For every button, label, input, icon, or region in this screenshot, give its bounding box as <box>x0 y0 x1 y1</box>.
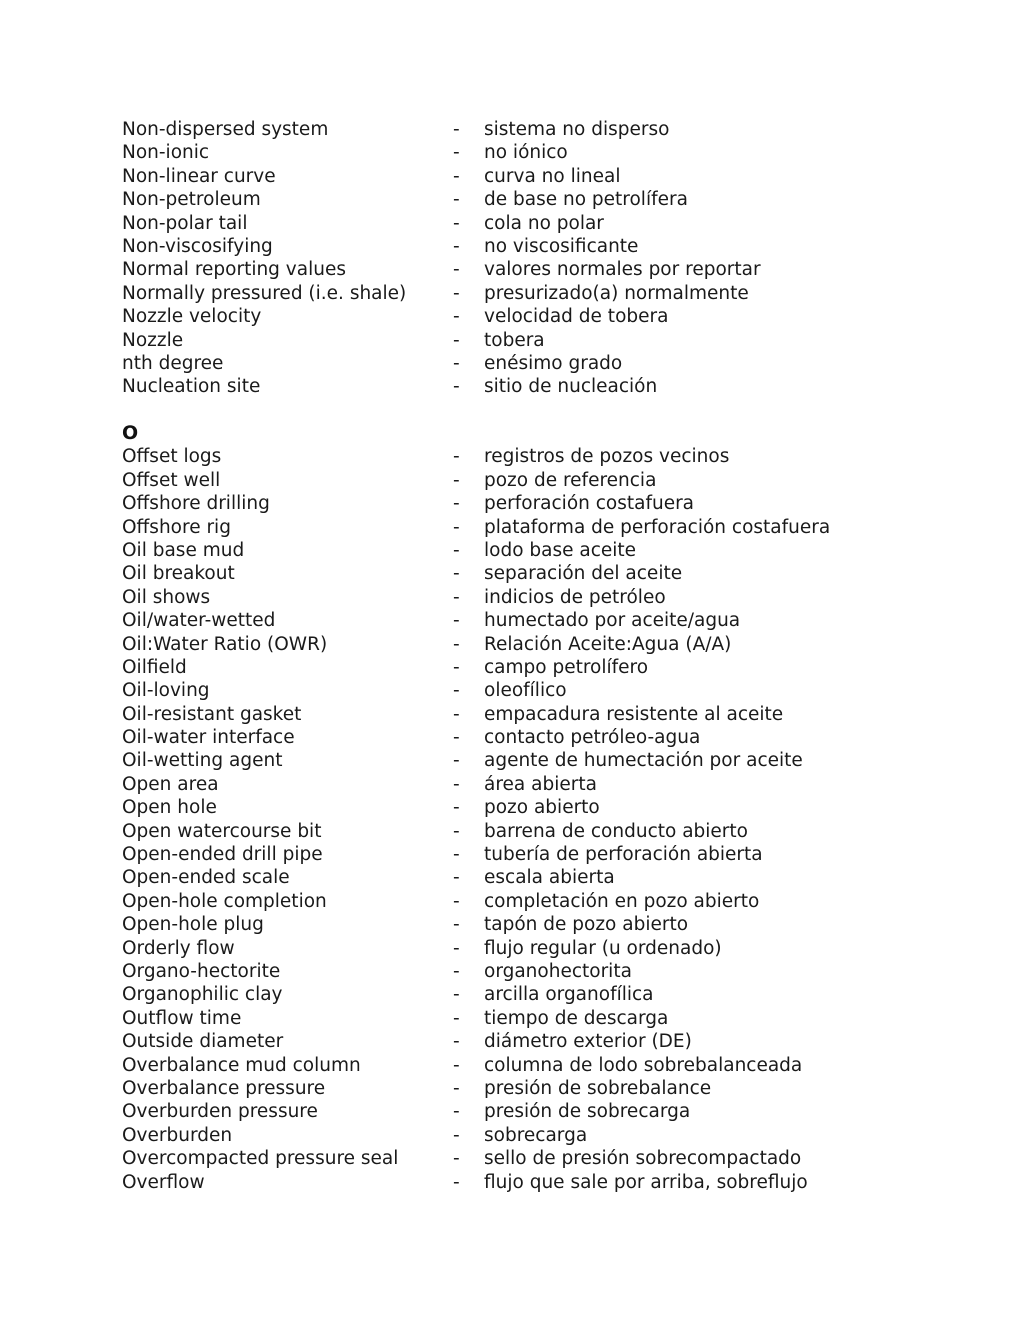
glossary-entry <box>122 212 922 235</box>
entry-translation: presurizado(a) normalmente <box>484 282 749 304</box>
entry-translation: oleofílico <box>484 680 567 702</box>
entry-separator: - <box>453 352 460 374</box>
entry-translation: pozo de referencia <box>484 469 657 491</box>
entry-translation: completación en pozo abierto <box>484 890 760 912</box>
entry-translation: sitio de nucleación <box>484 376 658 398</box>
glossary-entry <box>122 1147 922 1170</box>
entry-translation: sello de presión sobrecompactado <box>484 1148 802 1170</box>
entry-separator: - <box>453 727 460 749</box>
entry-separator: - <box>453 1031 460 1053</box>
glossary-entry <box>122 235 922 258</box>
entry-term: Oil-resistant gasket <box>122 703 302 725</box>
glossary-entry <box>122 726 922 749</box>
entry-translation: enésimo grado <box>484 352 623 374</box>
glossary-entry <box>122 352 922 375</box>
entry-separator: - <box>453 1101 460 1123</box>
entry-separator: - <box>453 282 460 304</box>
entry-term: Offset logs <box>122 446 222 468</box>
entry-translation: velocidad de tobera <box>484 306 669 328</box>
glossary-entry <box>122 469 922 492</box>
glossary-entry <box>122 1030 922 1053</box>
glossary-entry <box>122 586 922 609</box>
glossary-entry <box>122 375 922 398</box>
entry-separator: - <box>453 1171 460 1193</box>
entry-translation: área abierta <box>484 773 597 795</box>
entry-term: Outflow time <box>122 1007 242 1029</box>
entry-separator: - <box>453 1148 460 1170</box>
entry-separator: - <box>453 165 460 187</box>
entry-translation: pozo abierto <box>484 797 600 819</box>
entry-translation: barrena de conducto abierto <box>484 820 748 842</box>
entry-translation: valores normales por reportar <box>484 259 761 281</box>
glossary-entry <box>122 305 922 328</box>
entry-separator: - <box>453 329 460 351</box>
glossary-entry <box>122 1124 922 1147</box>
entry-translation: columna de lodo sobrebalanceada <box>484 1054 803 1076</box>
entry-term: Nozzle <box>122 329 184 351</box>
entry-separator: - <box>453 1007 460 1029</box>
entry-term: Open hole <box>122 797 217 819</box>
entry-term: Non-dispersed system <box>122 119 329 140</box>
entry-term: Oil breakout <box>122 563 235 585</box>
entry-term: Nozzle velocity <box>122 306 262 328</box>
entry-translation: curva no lineal <box>484 165 621 187</box>
entry-separator: - <box>453 563 460 585</box>
glossary-entry <box>122 749 922 772</box>
glossary-entry <box>122 983 922 1006</box>
entry-separator: - <box>453 1054 460 1076</box>
entry-term: Overcompacted pressure seal <box>122 1148 399 1170</box>
entry-term: Normal reporting values <box>122 259 346 281</box>
glossary-entry <box>122 1007 922 1030</box>
glossary-entry <box>122 1077 922 1100</box>
entry-term: Open watercourse bit <box>122 820 322 842</box>
entry-term: Oil:Water Ratio (OWR) <box>122 633 328 655</box>
entry-separator: - <box>453 376 460 398</box>
entry-translation: organohectorita <box>484 960 632 982</box>
entry-separator: - <box>453 680 460 702</box>
entry-separator: - <box>453 516 460 538</box>
entry-separator: - <box>453 914 460 936</box>
glossary-entry <box>122 1100 922 1123</box>
entry-separator: - <box>453 773 460 795</box>
glossary-entry <box>122 866 922 889</box>
entry-separator: - <box>453 1124 460 1146</box>
entry-separator: - <box>453 189 460 211</box>
entry-separator: - <box>453 890 460 912</box>
section-letter-heading: O <box>122 422 139 444</box>
entry-translation: tiempo de descarga <box>484 1007 669 1029</box>
glossary-entry <box>122 141 922 164</box>
glossary-entry <box>122 562 922 585</box>
entry-translation: flujo regular (u ordenado) <box>484 937 722 959</box>
entry-term: Orderly flow <box>122 937 235 959</box>
entry-translation: campo petrolífero <box>484 656 649 678</box>
entry-translation: registros de pozos vecinos <box>484 446 730 468</box>
entry-term: Open-hole completion <box>122 890 327 912</box>
entry-term: Oil/water-wetted <box>122 610 276 632</box>
glossary-entry <box>122 960 922 983</box>
entry-separator: - <box>453 867 460 889</box>
glossary-entry <box>122 188 922 211</box>
entry-translation: flujo que sale por arriba, sobreflujo <box>484 1171 808 1193</box>
glossary-entry <box>122 679 922 702</box>
entry-term: Overbalance pressure <box>122 1077 326 1099</box>
entry-separator: - <box>453 235 460 257</box>
glossary-entry <box>122 165 922 188</box>
glossary-section-n <box>122 118 922 399</box>
entry-term: Offshore drilling <box>122 493 270 515</box>
glossary-entry <box>122 773 922 796</box>
entry-separator: - <box>453 119 460 140</box>
entry-term: Overburden <box>122 1124 233 1146</box>
entry-separator: - <box>453 446 460 468</box>
entry-term: Organo-hectorite <box>122 960 281 982</box>
entry-translation: agente de humectación por aceite <box>484 750 803 772</box>
entry-separator: - <box>453 960 460 982</box>
entry-translation: cola no polar <box>484 212 604 234</box>
entry-separator: - <box>453 633 460 655</box>
entry-translation: indicios de petróleo <box>484 586 666 608</box>
glossary-entry <box>122 656 922 679</box>
entry-translation: tobera <box>484 329 545 351</box>
glossary-entry <box>122 1171 922 1194</box>
entry-translation: tapón de pozo abierto <box>484 914 689 936</box>
entry-translation: no viscosificante <box>484 235 639 257</box>
glossary-entry <box>122 937 922 960</box>
entry-translation: diámetro exterior (DE) <box>484 1031 692 1053</box>
entry-translation: sobrecarga <box>484 1124 588 1146</box>
entry-translation: presión de sobrebalance <box>484 1077 712 1099</box>
entry-term: Open-ended scale <box>122 867 290 889</box>
entry-translation: escala abierta <box>484 867 615 889</box>
glossary-entry <box>122 796 922 819</box>
glossary-entry <box>122 843 922 866</box>
entry-translation: tubería de perforación abierta <box>484 844 763 866</box>
glossary-entry <box>122 703 922 726</box>
entry-term: Oilfield <box>122 656 187 678</box>
entry-separator: - <box>453 797 460 819</box>
entry-term: Open-ended drill pipe <box>122 844 323 866</box>
entry-separator: - <box>453 750 460 772</box>
entry-term: Organophilic clay <box>122 984 283 1006</box>
glossary-entry <box>122 820 922 843</box>
entry-term: Oil-loving <box>122 680 210 702</box>
entry-separator: - <box>453 656 460 678</box>
entry-translation: de base no petrolífera <box>484 189 688 211</box>
entry-term: Oil-wetting agent <box>122 750 283 772</box>
entry-separator: - <box>453 820 460 842</box>
glossary-entry <box>122 516 922 539</box>
entry-separator: - <box>453 1077 460 1099</box>
entry-term: Outside diameter <box>122 1031 284 1053</box>
entry-separator: - <box>453 844 460 866</box>
entry-term: Oil shows <box>122 586 211 608</box>
entry-term: nth degree <box>122 352 224 374</box>
entry-separator: - <box>453 212 460 234</box>
entry-term: Non-ionic <box>122 142 210 164</box>
entry-term: Overbalance mud column <box>122 1054 361 1076</box>
entry-translation: no iónico <box>484 142 568 164</box>
entry-translation: humectado por aceite/agua <box>484 610 741 632</box>
entry-term: Open-hole plug <box>122 914 264 936</box>
entry-term: Non-viscosifying <box>122 235 273 257</box>
entry-separator: - <box>453 469 460 491</box>
entry-separator: - <box>453 586 460 608</box>
entry-translation: empacadura resistente al aceite <box>484 703 784 725</box>
entry-separator: - <box>453 259 460 281</box>
entry-term: Non-polar tail <box>122 212 248 234</box>
entry-translation: Relación Aceite:Agua (A/A) <box>484 633 732 655</box>
entry-term: Overburden pressure <box>122 1101 318 1123</box>
entry-term: Offshore rig <box>122 516 231 538</box>
glossary-entry <box>122 329 922 352</box>
entry-term: Normally pressured (i.e. shale) <box>122 282 407 304</box>
entry-term: Non-petroleum <box>122 189 261 211</box>
glossary-entry <box>122 492 922 515</box>
entry-term: Overflow <box>122 1171 205 1193</box>
entry-separator: - <box>453 306 460 328</box>
glossary-entry <box>122 445 922 468</box>
glossary-entry <box>122 282 922 305</box>
entry-translation: perforación costafuera <box>484 493 695 515</box>
entry-translation: plataforma de perforación costafuera <box>484 516 831 538</box>
entry-translation: contacto petróleo-agua <box>484 727 701 749</box>
entry-term: Oil base mud <box>122 539 245 561</box>
glossary-entry <box>122 913 922 936</box>
entry-separator: - <box>453 493 460 515</box>
entry-term: Open area <box>122 773 219 795</box>
entry-separator: - <box>453 984 460 1006</box>
entry-term: Nucleation site <box>122 376 261 398</box>
entry-term: Oil-water interface <box>122 727 295 749</box>
glossary-entry <box>122 258 922 281</box>
entry-term: Offset well <box>122 469 221 491</box>
glossary-entry <box>122 118 922 141</box>
entry-translation: presión de sobrecarga <box>484 1101 691 1123</box>
entry-translation: sistema no disperso <box>484 119 670 140</box>
glossary-entry <box>122 539 922 562</box>
entry-separator: - <box>453 142 460 164</box>
entry-separator: - <box>453 539 460 561</box>
entry-translation: separación del aceite <box>484 563 683 585</box>
glossary-entry <box>122 609 922 632</box>
entry-separator: - <box>453 937 460 959</box>
glossary-entry <box>122 890 922 913</box>
entry-translation: lodo base aceite <box>484 539 637 561</box>
entry-term: Non-linear curve <box>122 165 276 187</box>
entry-separator: - <box>453 610 460 632</box>
glossary-section-o <box>122 422 922 1194</box>
entry-separator: - <box>453 703 460 725</box>
glossary-entry <box>122 633 922 656</box>
entry-translation: arcilla organofílica <box>484 984 654 1006</box>
glossary-entry <box>122 1054 922 1077</box>
